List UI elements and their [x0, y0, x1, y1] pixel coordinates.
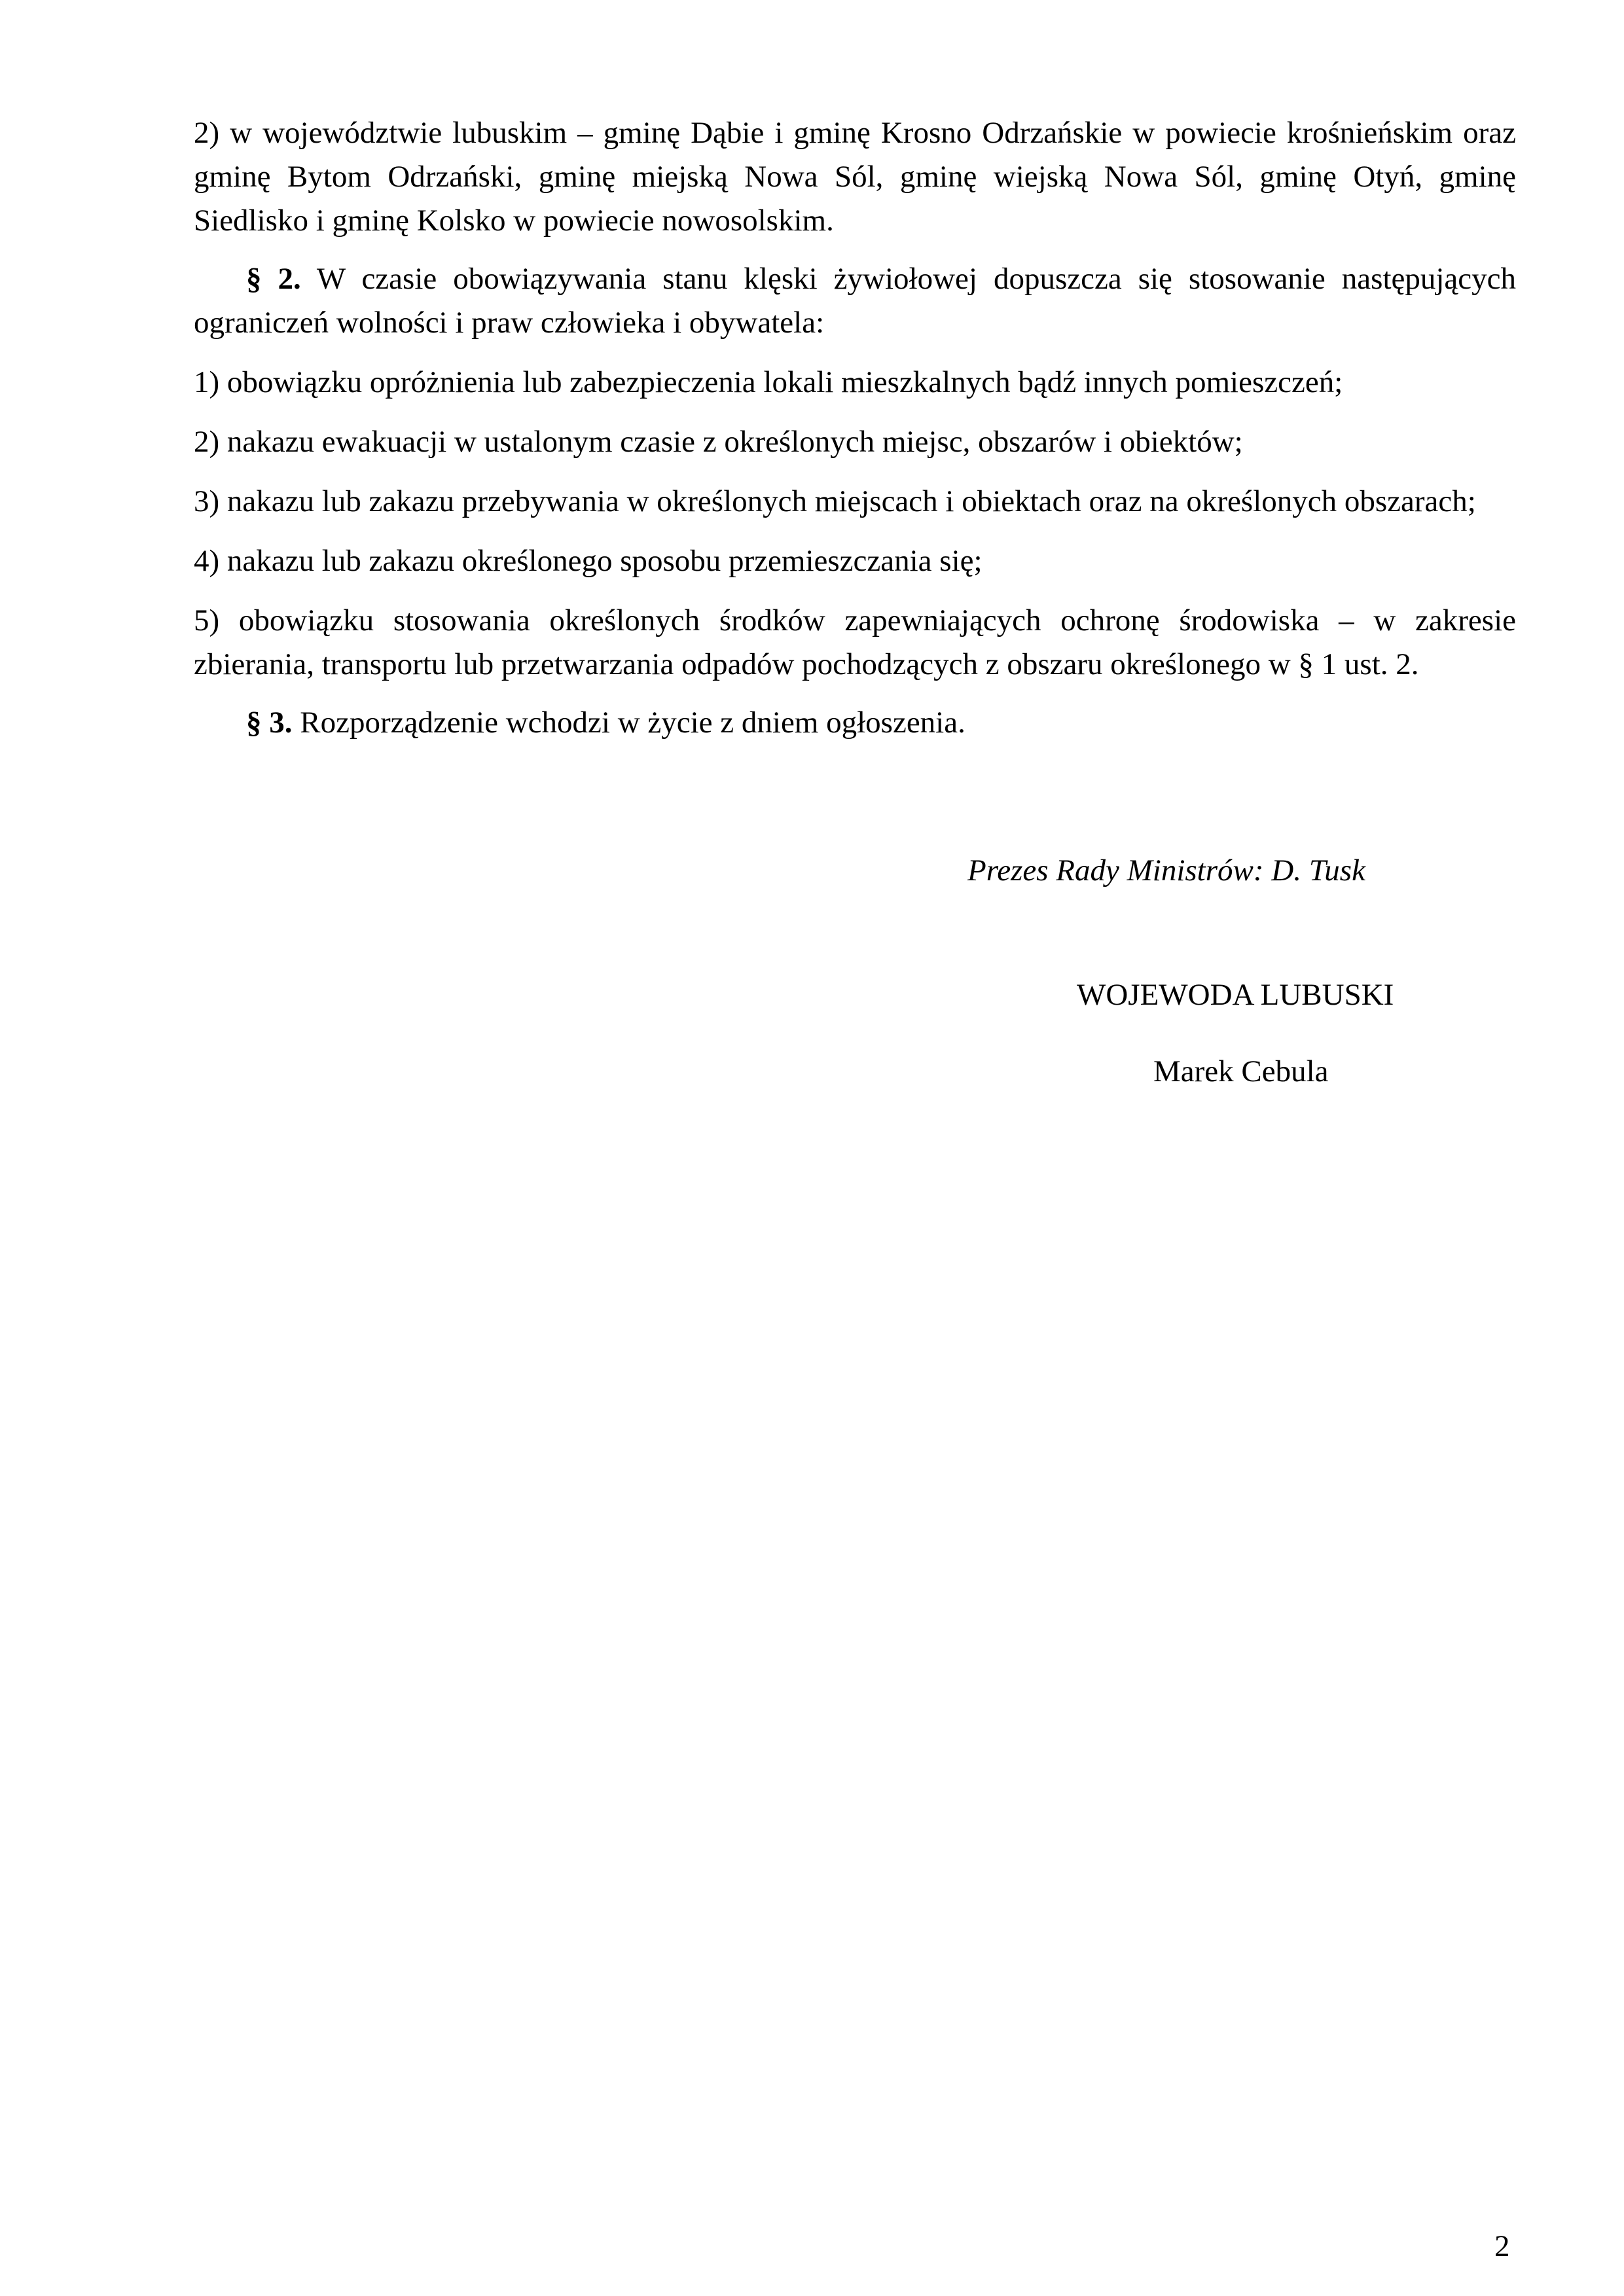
section-2-text: W czasie obowiązywania stanu klęski żywiołowej dopuszcza się stosowanie następujących ograniczeń wolności i praw człowieka i obywatela: — [194, 262, 1517, 340]
list-item-4: 4) nakazu lub zakazu określonego sposobu przemieszczania się; — [194, 544, 983, 578]
section-3-text: Rozporządzenie wchodzi w życie z dniem ogłoszenia. — [292, 706, 965, 740]
section-2-paragraph — [194, 257, 1516, 345]
section-3-mark: § 3. — [246, 706, 293, 740]
voivode-title: WOJEWODA LUBUSKI — [1077, 978, 1394, 1012]
list-item-1: 1) obowiązku opróżnienia lub zabezpieczenia lokali mieszkalnych bądź innych pomieszczeń; — [194, 365, 1343, 399]
page-number: 2 — [1494, 2229, 1510, 2263]
section-2-mark: § 2. — [246, 262, 301, 296]
prime-minister-signature: Prezes Rady Ministrów: D. Tusk — [967, 853, 1365, 888]
list-item-2: 2) nakazu ewakuacji w ustalonym czasie z określonych miejsc, obszarów i obiektów; — [194, 425, 1243, 459]
paragraph-point-2-lubuskie: 2) w województwie lubuskim – gminę Dąbie i gminę Krosno Odrzańskie w powiecie krośnieńskim oraz gminę Bytom Odrzański, gminę miejską Nowa Sól, gminę wiejską Nowa Sól, gminę Otyń, gminę Siedlisko i gminę Kolsko w powiecie nowosolskim. — [194, 116, 1516, 238]
document-body — [194, 111, 1516, 745]
voivode-name: Marek Cebula — [1153, 1054, 1329, 1088]
list-item-5: 5) obowiązku stosowania określonych środków zapewniających ochronę środowiska – w zakresie zbierania, transportu lub przetwarzania odpadów pochodzących z obszaru określonego w § 1 ust. 2. — [194, 603, 1516, 681]
list-item-3: 3) nakazu lub zakazu przebywania w określonych miejscach i obiektach oraz na określonych obszarach; — [194, 484, 1476, 518]
section-3-paragraph — [194, 701, 1516, 745]
